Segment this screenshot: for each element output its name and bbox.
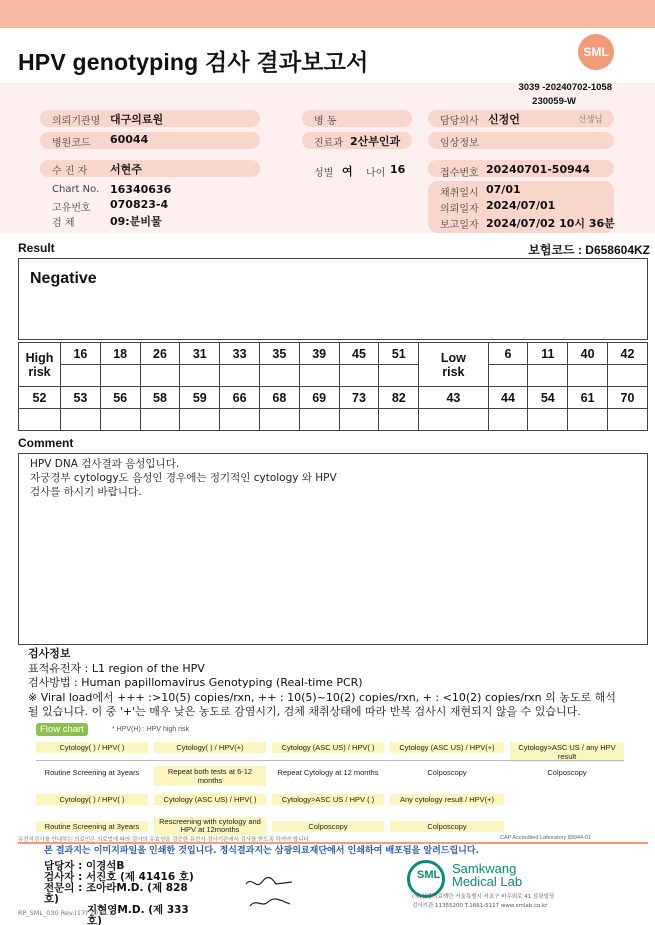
flowchart-action: Colposcopy — [427, 768, 467, 777]
flowchart-box: Cytology (ASC US) / HPV(+) — [390, 742, 504, 753]
genotype-cell: 43 — [419, 387, 488, 409]
result-cell — [379, 409, 419, 431]
doctor-label: 담당의사 — [440, 116, 479, 127]
document-number-2: 230059-W — [532, 96, 576, 107]
genotype-cell: 45 — [339, 343, 379, 365]
result-cell — [528, 365, 568, 387]
comment-text: HPV DNA 검사결과 음성입니다. 자궁경부 cytology도 음성인 경우에는 정기적인 cytology 와 HPV 검사를 하시기 바랍니다. — [30, 458, 337, 498]
flowchart-action: Colposcopy — [390, 821, 504, 832]
age-label: 나이 — [366, 168, 386, 179]
cap-accreditation: CAP Accredited Laboratory 89944-01 — [500, 835, 592, 841]
result-cell — [180, 409, 220, 431]
samkwang-logo-text: SML — [417, 869, 441, 881]
high-risk-label: High risk — [19, 343, 61, 387]
result-cell — [528, 409, 568, 431]
genotype-cell: 53 — [61, 387, 101, 409]
collect-label: 채취일시 — [440, 188, 479, 199]
report-label: 보고일자 — [440, 220, 479, 231]
result-cell — [100, 409, 140, 431]
test-info — [28, 647, 652, 720]
flowchart-tag: Flow chart — [36, 723, 88, 736]
specimen-value: 09:분비물 — [110, 215, 162, 228]
flowchart-action: Rescreening with cytology and HPV at 12months — [154, 817, 266, 835]
flowchart-box: Any cytology result / HPV(+) — [390, 794, 504, 805]
legal-note: 유전자검사를 안내하는 의료인은 의료법에 따라 검사의 유효성을 검증한 유전자 검사기관에서 검사를 받도록 하여야 합니다. — [18, 837, 311, 843]
sml-logo: SML — [578, 34, 614, 70]
genotype-cell: 6 — [488, 343, 528, 365]
result-cell — [140, 409, 180, 431]
receipt-label: 접수번호 — [440, 168, 479, 179]
unique-label: 고유번호 — [52, 203, 91, 214]
genotype-cell: 44 — [488, 387, 528, 409]
insurance-code: 보험코드 : D658604KZ — [528, 243, 650, 257]
result-value: Negative — [30, 270, 97, 287]
genotype-cell: 56 — [100, 387, 140, 409]
result-cell — [220, 409, 260, 431]
flowchart-action: Colposcopy — [272, 821, 384, 832]
genotype-cell: 40 — [568, 343, 608, 365]
table-row — [19, 365, 648, 387]
genotype-cell: 42 — [608, 343, 648, 365]
test-info-heading: 검사정보 — [28, 647, 71, 660]
report-title: HPV genotyping 검사 결과보고서 — [18, 49, 369, 75]
result-cell — [419, 409, 488, 431]
result-cell — [259, 365, 299, 387]
request-label: 의뢰일자 — [440, 204, 479, 215]
staff-list: 담당자 : 이경석B 검사자 : 서진호 (제 41416 호) 전문의 : 조아라M.D. (제 828 호) 지현영M.D. (제 333 호) — [44, 860, 194, 925]
genotype-cell: 33 — [220, 343, 260, 365]
table-row — [19, 409, 648, 431]
low-risk-label: Low risk — [419, 343, 488, 387]
hospital-code-value: 60044 — [110, 133, 149, 146]
result-cell — [608, 365, 648, 387]
genotype-cell: 52 — [19, 387, 61, 409]
flowchart-action: Routine Screening at 3years — [36, 821, 148, 832]
lab-name: Samkwang Medical Lab — [452, 861, 523, 889]
test-method: 검사방법 : Human papillomavirus Genotyping (Real-time PCR) — [28, 676, 363, 689]
flowchart-legend: * HPV(H) : HPV high risk — [112, 726, 190, 733]
chart-value: 16340636 — [110, 183, 172, 196]
receipt-value: 20240701-50944 — [486, 163, 591, 176]
dept-label: 진료과 — [314, 138, 343, 149]
result-cell — [259, 409, 299, 431]
flowchart-box: Cytology( ) / HPV( ) — [36, 794, 148, 805]
flowchart-box: Cytology( ) / HPV(+) — [154, 742, 266, 753]
result-cell — [488, 409, 528, 431]
genotype-cell: 82 — [379, 387, 419, 409]
result-cell — [339, 409, 379, 431]
flowchart-action: Routine Screening at 3years — [44, 768, 140, 777]
doctor-value: 신정언 — [488, 113, 520, 126]
form-number: RP_SML_030 Rev.(17) 2019.1 — [18, 909, 113, 917]
result-box — [18, 258, 648, 340]
result-cell — [568, 409, 608, 431]
genotype-cell: 31 — [180, 343, 220, 365]
genotype-cell: 70 — [608, 387, 648, 409]
genotype-cell: 59 — [180, 387, 220, 409]
result-cell — [100, 365, 140, 387]
result-cell — [61, 409, 101, 431]
genotype-cell: 39 — [299, 343, 339, 365]
result-cell — [220, 365, 260, 387]
result-cell — [299, 409, 339, 431]
flowchart-action: Colposcopy — [547, 768, 587, 777]
table-row — [19, 387, 648, 409]
report-value: 2024/07/02 10시 36분 — [486, 217, 615, 230]
hospital-code-label: 병원코드 — [52, 138, 91, 149]
collect-value: 07/01 — [486, 183, 521, 196]
flowchart-divider — [36, 760, 624, 761]
name-label: 수 진 자 — [52, 166, 88, 177]
hospital-value: 대구의료원 — [110, 113, 164, 126]
flowchart-box: Cytology (ASC US) / HPV( ) — [272, 742, 384, 753]
genotype-cell: 66 — [220, 387, 260, 409]
genotype-cell: 61 — [568, 387, 608, 409]
clinical-label: 임상정보 — [440, 138, 479, 149]
genotype-cell: 35 — [259, 343, 299, 365]
genotype-cell: 26 — [140, 343, 180, 365]
genotype-cell: 69 — [299, 387, 339, 409]
name-value: 서현주 — [110, 163, 142, 176]
flowchart-action: Repeat both tests at 6-12 months — [154, 766, 266, 786]
genotype-cell: 58 — [140, 387, 180, 409]
result-cell — [488, 365, 528, 387]
test-target: 표적유전자 : L1 region of the HPV — [28, 661, 205, 675]
flowchart-box: Cytology( ) / HPV( ) — [36, 742, 148, 753]
doctor-suffix: 선생님 — [578, 115, 603, 125]
document-number-1: 3039 -20240702-1058 — [518, 82, 612, 93]
flowchart-box: Cytology>ASC US / any HPV result — [510, 742, 624, 762]
dept-value: 2산부인과 — [350, 135, 401, 148]
result-heading: Result — [18, 241, 55, 255]
result-cell — [339, 365, 379, 387]
ward-label: 병 동 — [314, 116, 337, 127]
genotype-cell: 73 — [339, 387, 379, 409]
result-cell — [19, 409, 61, 431]
result-cell — [61, 365, 101, 387]
sex-value: 여 — [342, 165, 353, 178]
result-cell — [608, 409, 648, 431]
result-cell — [568, 365, 608, 387]
result-cell — [379, 365, 419, 387]
sex-label: 성별 — [314, 168, 334, 179]
result-cell — [180, 365, 220, 387]
comment-heading: Comment — [18, 436, 74, 450]
viral-load-note-2: 될 있습니다. 이 중 '+'는 매우 낮은 농도로 감염시기, 검체 채취상태에 따라 반복 검사시 재현되지 않을 수 있습니다. — [28, 705, 581, 718]
print-notice: 본 결과지는 이미지파일을 인쇄한 것입니다. 정식결과지는 삼광의료재단에서 인쇄하여 배포됨을 알려드립니다. — [44, 846, 479, 856]
lab-address: (재)삼광의료재단 서울특별시 서초구 바우뫼로 41 삼광빌딩 검사기관 11355200 T.1661-5117 www.smlab.co.kr — [412, 894, 555, 909]
unique-value: 070823-4 — [110, 198, 169, 211]
genotype-cell: 18 — [100, 343, 140, 365]
genotype-cell: 54 — [528, 387, 568, 409]
specimen-label: 검 체 — [52, 218, 75, 229]
genotype-cell: 68 — [259, 387, 299, 409]
genotype-cell: 11 — [528, 343, 568, 365]
result-cell — [140, 365, 180, 387]
genotype-table — [18, 342, 648, 431]
flowchart-box: Cytology>ASC US / HPV ( ) — [272, 794, 384, 805]
flowchart-box: Cytology (ASC US) / HPV( ) — [154, 794, 266, 805]
age-value: 16 — [390, 163, 406, 176]
flowchart-action: Repeat Cytology at 12 months — [277, 768, 379, 777]
viral-load-note-1: ※ Viral load에서 +++ :>10(5) copies/rxn, ++ : 10(5)~10(2) copies/rxn, + : <10(2) copies/rxn 의 농도로 해석 — [28, 690, 616, 704]
genotype-cell: 51 — [379, 343, 419, 365]
genotype-cell: 16 — [61, 343, 101, 365]
chart-label: Chart No. — [52, 184, 100, 195]
table-row — [19, 343, 648, 365]
header-band — [0, 0, 655, 28]
result-cell — [299, 365, 339, 387]
signature-image — [240, 872, 300, 912]
request-value: 2024/07/01 — [486, 199, 556, 212]
hospital-label: 의뢰기관명 — [52, 116, 101, 127]
